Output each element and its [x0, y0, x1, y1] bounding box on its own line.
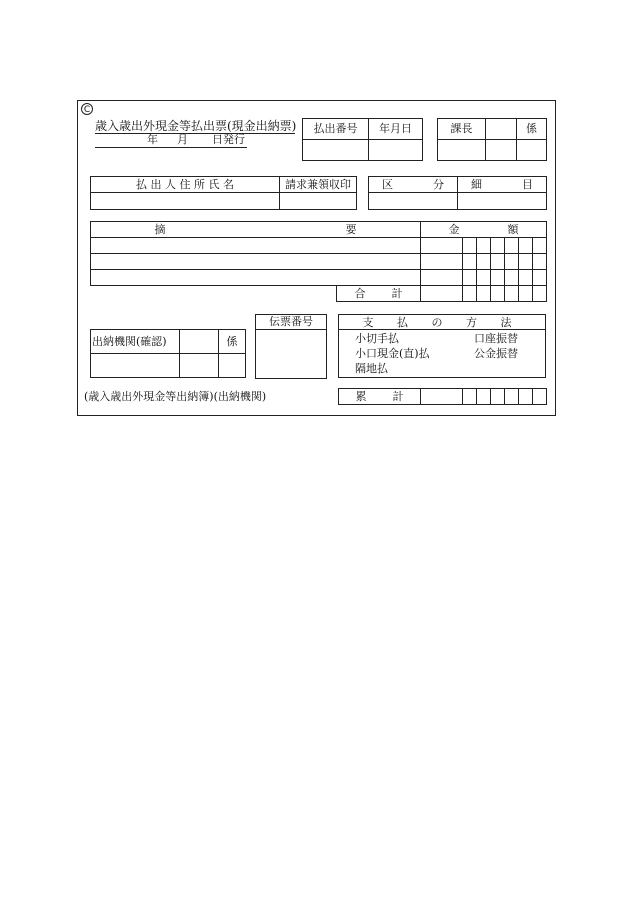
total-spacer — [91, 286, 337, 302]
cumulative-digit — [463, 389, 477, 405]
amount-digit — [463, 238, 477, 254]
detail-header — [458, 177, 547, 193]
chief-blank — [486, 119, 517, 140]
division-cell[interactable] — [369, 193, 458, 210]
table-row — [91, 238, 547, 254]
total-label-2: 計 — [391, 286, 403, 300]
payee-table — [90, 176, 357, 210]
title-underline — [95, 147, 247, 148]
amount-cell[interactable] — [421, 254, 463, 270]
cashier-staff-cell[interactable] — [219, 354, 246, 378]
slip-number-label: 伝票番号 — [256, 315, 327, 330]
cumulative-label-2: 計 — [392, 389, 404, 403]
total-row — [91, 286, 547, 302]
staff-seal-cell[interactable] — [517, 140, 547, 161]
cashier-confirm-label: 出納機関(確認) — [91, 330, 180, 354]
amount-digit — [519, 254, 533, 270]
table-row — [91, 254, 547, 270]
method-remote-payment[interactable]: 隔地払 — [355, 362, 388, 375]
cumulative-digit — [519, 389, 533, 405]
payment-method-box — [338, 314, 546, 378]
cashier-middle-cell[interactable] — [180, 354, 219, 378]
issue-year: 年 — [147, 133, 158, 146]
form-title: 歳入歳出外現金等払出票(現金出納票) — [95, 119, 297, 133]
cashier-blank — [180, 330, 219, 354]
amount-digit — [533, 238, 547, 254]
payee-label: 払 出 人 住 所 氏 名 — [91, 177, 280, 193]
amount-header — [421, 222, 547, 238]
amount-digit — [477, 270, 491, 286]
middle-seal-cell[interactable] — [486, 140, 517, 161]
amount-digit — [533, 270, 547, 286]
amount-label-2: 額 — [507, 222, 519, 236]
total-cell[interactable] — [421, 286, 463, 302]
issue-month: 月 — [177, 133, 188, 146]
payment-number-cell[interactable] — [303, 140, 369, 161]
division-label-2: 分 — [433, 177, 444, 191]
payment-slip-form — [77, 100, 556, 416]
cumulative-digit — [505, 389, 519, 405]
cashier-staff-label: 係 — [219, 330, 246, 354]
payment-number-table — [302, 118, 423, 161]
total-digit — [533, 286, 547, 302]
amount-digit — [533, 254, 547, 270]
issue-day: 日発行 — [212, 133, 245, 146]
classification-table — [368, 176, 547, 210]
division-header — [369, 177, 458, 193]
total-digit — [491, 286, 505, 302]
date-cell[interactable] — [369, 140, 423, 161]
total-digit — [519, 286, 533, 302]
cumulative-label: 累 — [355, 389, 367, 403]
cumulative-table — [338, 388, 547, 405]
footer-note: (歳入歳出外現金等出納簿)(出納機関) — [84, 390, 267, 403]
summary-table — [90, 221, 547, 302]
method-petty-cash[interactable]: 小口現金(直)払 — [355, 347, 430, 360]
summary-header — [91, 222, 421, 238]
receipt-label: 請求兼領収印 — [280, 177, 357, 193]
cumulative-digit — [533, 389, 547, 405]
amount-digit — [505, 254, 519, 270]
chief-seal-cell[interactable] — [438, 140, 486, 161]
payment-method-title: 支 払 の 方 法 — [339, 315, 545, 330]
staff-label: 係 — [517, 119, 547, 140]
date-label: 年月日 — [369, 119, 423, 140]
total-label: 合 — [354, 286, 366, 300]
amount-digit — [463, 254, 477, 270]
amount-digit — [519, 238, 533, 254]
amount-digit — [491, 238, 505, 254]
total-digit — [463, 286, 477, 302]
method-check[interactable]: 小切手払 — [355, 332, 399, 345]
total-header — [337, 286, 421, 302]
total-digit — [477, 286, 491, 302]
amount-digit — [477, 238, 491, 254]
cumulative-digit — [477, 389, 491, 405]
copy-mark-icon: C — [81, 103, 93, 115]
amount-digit — [491, 254, 505, 270]
slip-number-cell[interactable] — [256, 330, 327, 379]
cumulative-header — [339, 389, 421, 405]
detail-cell[interactable] — [458, 193, 547, 210]
total-digit — [505, 286, 519, 302]
receipt-cell[interactable] — [280, 193, 357, 210]
amount-digit — [505, 238, 519, 254]
amount-cell[interactable] — [421, 270, 463, 286]
amount-label: 金 — [448, 222, 460, 236]
detail-label: 細 — [471, 177, 482, 191]
summary-label-2: 要 — [345, 222, 357, 236]
amount-digit — [519, 270, 533, 286]
division-label: 区 — [382, 177, 393, 191]
amount-digit — [505, 270, 519, 286]
summary-cell[interactable] — [91, 270, 421, 286]
approval-table — [437, 118, 547, 161]
chief-label: 課長 — [438, 119, 486, 140]
summary-label: 摘 — [154, 222, 166, 236]
cashier-confirm-cell[interactable] — [91, 354, 180, 378]
table-row — [91, 270, 547, 286]
amount-digit — [463, 270, 477, 286]
method-account-transfer[interactable]: 口座振替 — [474, 332, 518, 345]
summary-cell[interactable] — [91, 238, 421, 254]
method-public-fund-transfer[interactable]: 公金振替 — [474, 347, 518, 360]
amount-cell[interactable] — [421, 238, 463, 254]
detail-label-2: 目 — [522, 177, 533, 191]
slip-number-table — [255, 314, 327, 379]
amount-digit — [477, 254, 491, 270]
summary-cell[interactable] — [91, 254, 421, 270]
payment-number-label: 払出番号 — [303, 119, 369, 140]
cashier-table — [90, 329, 246, 378]
amount-digit — [491, 270, 505, 286]
cumulative-cell[interactable] — [421, 389, 463, 405]
payee-cell[interactable] — [91, 193, 280, 210]
cumulative-digit — [491, 389, 505, 405]
